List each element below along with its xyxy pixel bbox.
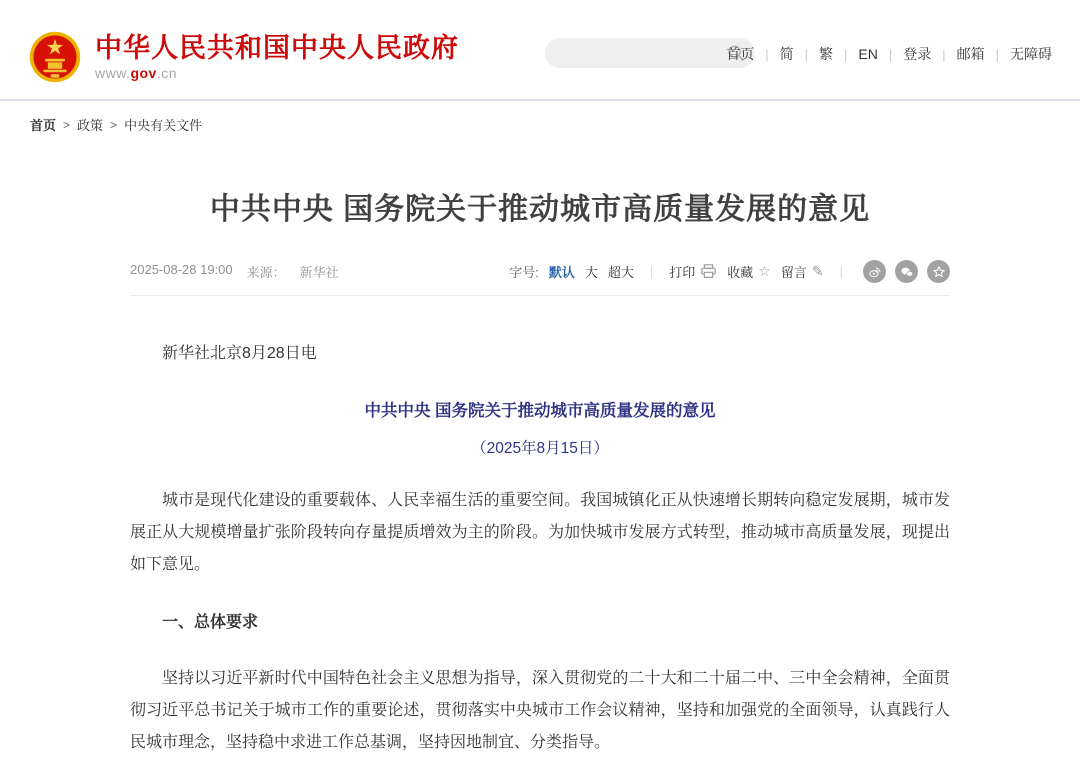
nav-english[interactable]: EN: [858, 46, 878, 62]
pencil-icon: ✎: [811, 263, 824, 279]
page-title: 中共中央 国务院关于推动城市高质量发展的意见: [209, 193, 871, 226]
nav-home[interactable]: 首页: [726, 46, 755, 62]
section-heading-1: 一、总体要求: [162, 614, 259, 631]
paragraph-1: 城市是现代化建设的重要载体、人民幸福生活的重要空间。我国城镇化正从快速增长期转向稳定发展期，城市发展正从大规模增量扩张阶段转向存量提质增效为主的阶段。为加快城市发展方式转型，推动城市高质量发展，现提出如下意见。: [130, 492, 950, 573]
site-url: [95, 65, 459, 81]
article: [130, 184, 950, 759]
print-label: 打印: [669, 265, 696, 280]
font-size-default-button[interactable]: 默认: [548, 265, 575, 280]
font-size-xlarge-button[interactable]: 超大: [607, 265, 634, 280]
document-date: （2025年8月15日）: [471, 440, 609, 457]
breadcrumb-separator: >: [63, 117, 71, 132]
share-wechat-button[interactable]: [895, 260, 918, 283]
source-label: 来源：: [246, 265, 286, 280]
site-title: 中华人民共和国中央人民政府: [95, 33, 459, 63]
meta-divider: [130, 295, 950, 296]
site-brand[interactable]: [28, 30, 459, 84]
font-size-label: 字号:: [509, 265, 539, 280]
print-button[interactable]: [669, 262, 717, 281]
nav-simplified[interactable]: 简: [779, 46, 794, 62]
breadcrumb: [0, 101, 1080, 146]
article-meta-row: [130, 260, 950, 283]
share-icons: [863, 260, 950, 283]
nav-separator: |: [942, 46, 946, 62]
breadcrumb-current[interactable]: 中央有关文件: [124, 118, 203, 133]
nav-separator: |: [888, 46, 893, 62]
publish-datetime: 2025-08-28 19:00: [130, 262, 233, 277]
breadcrumb-separator: >: [110, 117, 118, 132]
national-emblem-icon: [28, 30, 82, 84]
font-size-large-button[interactable]: 大: [584, 265, 598, 280]
brand-text: [95, 33, 459, 81]
printer-icon: [700, 264, 717, 279]
paragraph-2: 坚持以习近平新时代中国特色社会主义思想为指导，深入贯彻党的二十大和二十届二中、三中全会精神，全面贯彻习近平总书记关于城市工作的重要论述，贯彻落实中央城市工作会议精神，坚持和加强党的全面领导，认真践行人民城市理念，坚持稳中求进工作总基调，坚持因地制宜、分类指导。: [130, 670, 950, 751]
nav-separator: |: [995, 46, 999, 62]
breadcrumb-home[interactable]: 首页: [30, 118, 57, 133]
dateline: 新华社北京8月28日电: [162, 345, 317, 362]
document-title: 中共中央 国务院关于推动城市高质量发展的意见: [364, 402, 716, 420]
site-url-gov: gov: [130, 65, 157, 81]
comment-button[interactable]: [781, 262, 824, 281]
article-toolbar: [509, 260, 950, 283]
favorite-label: 收藏: [727, 265, 754, 280]
nav-mail[interactable]: 邮箱: [956, 46, 985, 62]
document-body: [130, 338, 950, 759]
share-star-icon: [932, 265, 946, 279]
site-url-suffix: .cn: [156, 65, 178, 81]
wechat-icon: [900, 265, 914, 279]
star-icon: ☆: [758, 263, 771, 279]
top-nav: [726, 44, 1052, 64]
weibo-icon: [868, 265, 882, 279]
share-weibo-button[interactable]: [863, 260, 886, 283]
site-header: [0, 0, 1080, 101]
toolbar-separator: |: [649, 264, 654, 279]
nav-separator: |: [843, 46, 848, 62]
search-input[interactable]: [559, 38, 724, 68]
share-more-button[interactable]: [927, 260, 950, 283]
nav-separator: |: [804, 46, 808, 62]
nav-login[interactable]: 登录: [903, 46, 932, 62]
nav-separator: |: [765, 46, 769, 62]
toolbar-separator: |: [839, 264, 843, 279]
site-url-prefix: www.: [95, 65, 131, 81]
favorite-button[interactable]: [727, 262, 771, 281]
search-box[interactable]: [545, 38, 755, 68]
nav-accessibility[interactable]: 无障碍: [1010, 46, 1052, 62]
nav-traditional[interactable]: 繁: [818, 46, 833, 62]
comment-label: 留言: [780, 265, 807, 280]
article-meta: [130, 262, 339, 281]
breadcrumb-policy[interactable]: 政策: [77, 118, 104, 133]
source-value[interactable]: 新华社: [299, 265, 339, 280]
